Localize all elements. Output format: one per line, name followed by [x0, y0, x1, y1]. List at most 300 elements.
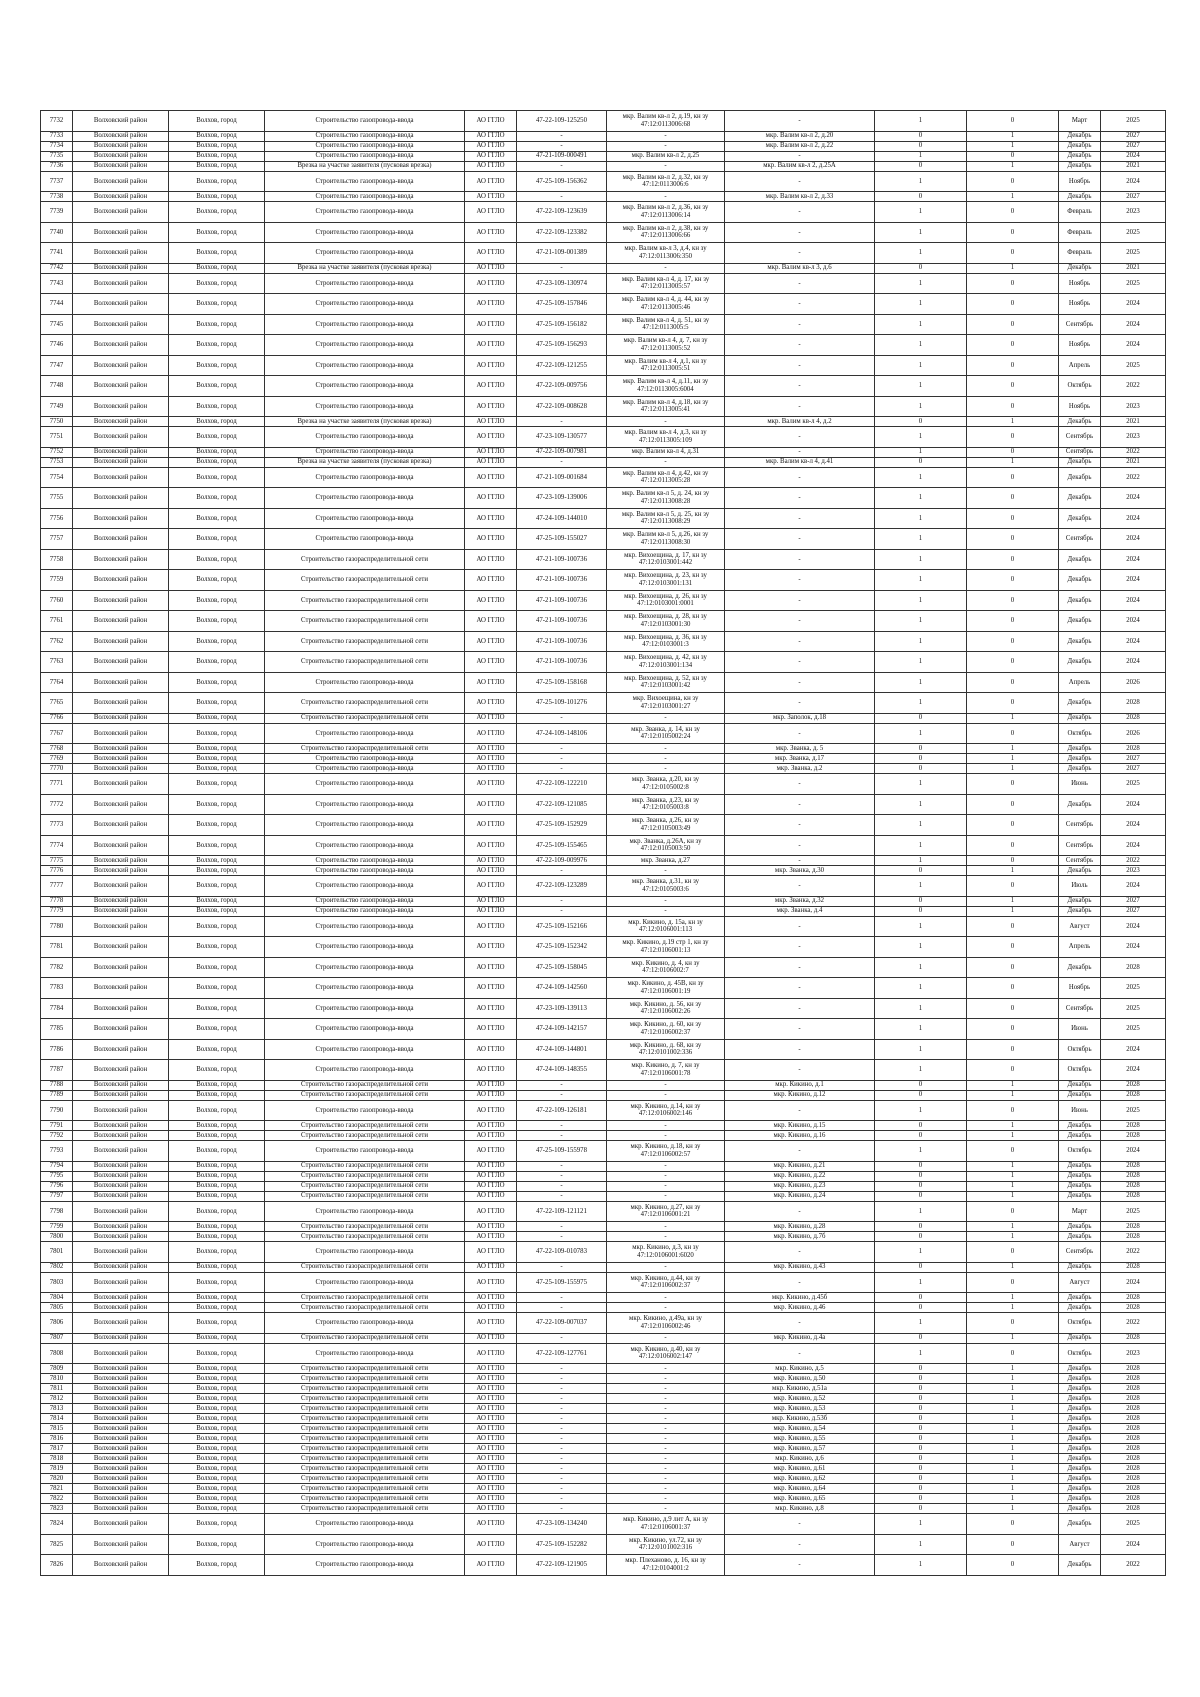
month-cell: Декабрь — [1059, 1161, 1101, 1171]
table-row — [41, 1384, 1166, 1394]
address-alt-cell: мкр. Кикино, д.51а — [725, 1384, 875, 1394]
flag-a-cell: 1 — [875, 171, 967, 192]
district-cell: Волховский район — [73, 529, 169, 550]
flag-b-cell: 1 — [967, 713, 1059, 723]
district-cell: Волховский район — [73, 457, 169, 467]
locality-cell: Волхов, город — [169, 1454, 265, 1464]
year-cell: 2025 — [1101, 111, 1166, 132]
flag-b-cell: 0 — [967, 815, 1059, 836]
table-row — [41, 1313, 1166, 1334]
address-cell: - — [607, 1384, 725, 1394]
locality-cell: Волхов, город — [169, 1272, 265, 1293]
table-row — [41, 916, 1166, 937]
address-cell: мкр. Кикино, д.14, кн зу 47:12:0106002:146 — [607, 1100, 725, 1121]
work-type-cell: Строительство газораспределительной сети — [265, 713, 465, 723]
year-cell: 2025 — [1101, 222, 1166, 243]
locality-cell: Волхов, город — [169, 1141, 265, 1162]
application-id-cell: 47-22-109-123382 — [517, 222, 607, 243]
row-number-cell: 7739 — [41, 202, 73, 223]
work-type-cell: Строительство газопровода-ввода — [265, 916, 465, 937]
address-alt-cell: - — [725, 774, 875, 795]
table-row — [41, 396, 1166, 417]
month-cell: Декабрь — [1059, 590, 1101, 611]
flag-b-cell: 1 — [967, 1374, 1059, 1384]
year-cell: 2021 — [1101, 161, 1166, 171]
org-cell: АО ГГЛО — [465, 1333, 517, 1343]
year-cell: 2023 — [1101, 427, 1166, 448]
work-type-cell: Строительство газопровода-ввода — [265, 355, 465, 376]
org-cell: АО ГГЛО — [465, 1222, 517, 1232]
flag-b-cell: 1 — [967, 1171, 1059, 1181]
flag-b-cell: 1 — [967, 1181, 1059, 1191]
district-cell: Волховский район — [73, 1303, 169, 1313]
org-cell: АО ГГЛО — [465, 1374, 517, 1384]
year-cell: 2025 — [1101, 1100, 1166, 1121]
district-cell: Волховский район — [73, 314, 169, 335]
address-alt-cell: мкр. Званка, д.32 — [725, 896, 875, 906]
flag-a-cell: 0 — [875, 1232, 967, 1242]
address-alt-cell: - — [725, 314, 875, 335]
locality-cell: Волхов, город — [169, 1364, 265, 1374]
row-number-cell: 7734 — [41, 141, 73, 151]
work-type-cell: Строительство газораспределительной сети — [265, 1364, 465, 1374]
row-number-cell: 7781 — [41, 937, 73, 958]
flag-a-cell: 1 — [875, 294, 967, 315]
work-type-cell: Строительство газопровода-ввода — [265, 998, 465, 1019]
application-id-cell: - — [517, 1394, 607, 1404]
table-row — [41, 1464, 1166, 1474]
district-cell: Волховский район — [73, 631, 169, 652]
row-number-cell: 7801 — [41, 1242, 73, 1263]
work-type-cell: Строительство газораспределительной сети — [265, 570, 465, 591]
locality-cell: Волхов, город — [169, 417, 265, 427]
org-cell: АО ГГЛО — [465, 1060, 517, 1081]
district-cell: Волховский район — [73, 957, 169, 978]
address-cell: - — [607, 457, 725, 467]
district-cell: Волховский район — [73, 294, 169, 315]
year-cell: 2023 — [1101, 1343, 1166, 1364]
org-cell: АО ГГЛО — [465, 294, 517, 315]
month-cell: Декабрь — [1059, 1414, 1101, 1424]
flag-a-cell: 0 — [875, 1484, 967, 1494]
application-id-cell: 47-24-109-144801 — [517, 1039, 607, 1060]
address-cell: - — [607, 1404, 725, 1414]
year-cell: 2028 — [1101, 1333, 1166, 1343]
locality-cell: Волхов, город — [169, 1191, 265, 1201]
flag-b-cell: 1 — [967, 263, 1059, 273]
month-cell: Ноябрь — [1059, 294, 1101, 315]
district-cell: Волховский район — [73, 754, 169, 764]
flag-b-cell: 0 — [967, 151, 1059, 161]
flag-b-cell: 0 — [967, 937, 1059, 958]
address-cell: - — [607, 1293, 725, 1303]
row-number-cell: 7780 — [41, 916, 73, 937]
address-alt-cell: мкр. Валим кв-л 4, д.41 — [725, 457, 875, 467]
address-alt-cell: - — [725, 111, 875, 132]
locality-cell: Волхов, город — [169, 263, 265, 273]
year-cell: 2027 — [1101, 764, 1166, 774]
flag-a-cell: 0 — [875, 161, 967, 171]
district-cell: Волховский район — [73, 570, 169, 591]
district-cell: Волховский район — [73, 1444, 169, 1454]
address-alt-cell: мкр. Кикино, д.5 — [725, 1364, 875, 1374]
flag-a-cell: 0 — [875, 1394, 967, 1404]
district-cell: Волховский район — [73, 202, 169, 223]
work-type-cell: Строительство газопровода-ввода — [265, 906, 465, 916]
row-number-cell: 7818 — [41, 1454, 73, 1464]
address-alt-cell: мкр. Кикино, д.12 — [725, 1090, 875, 1100]
flag-a-cell: 0 — [875, 192, 967, 202]
row-number-cell: 7789 — [41, 1090, 73, 1100]
month-cell: Декабрь — [1059, 754, 1101, 764]
month-cell: Август — [1059, 1272, 1101, 1293]
application-id-cell: 47-21-109-100736 — [517, 631, 607, 652]
work-type-cell: Строительство газопровода-ввода — [265, 131, 465, 141]
address-cell: - — [607, 906, 725, 916]
address-cell: - — [607, 1504, 725, 1514]
year-cell: 2025 — [1101, 998, 1166, 1019]
org-cell: АО ГГЛО — [465, 447, 517, 457]
address-alt-cell: - — [725, 1201, 875, 1222]
row-number-cell: 7790 — [41, 1100, 73, 1121]
row-number-cell: 7773 — [41, 815, 73, 836]
district-cell: Волховский район — [73, 774, 169, 795]
flag-a-cell: 1 — [875, 1201, 967, 1222]
row-number-cell: 7798 — [41, 1201, 73, 1222]
application-id-cell: 47-22-109-009976 — [517, 856, 607, 866]
year-cell: 2024 — [1101, 508, 1166, 529]
flag-b-cell: 0 — [967, 1242, 1059, 1263]
month-cell: Декабрь — [1059, 1293, 1101, 1303]
district-cell: Волховский район — [73, 978, 169, 999]
year-cell: 2024 — [1101, 529, 1166, 550]
locality-cell: Волхов, город — [169, 1039, 265, 1060]
address-alt-cell: мкр. Кикино, д.65 — [725, 1494, 875, 1504]
month-cell: Ноябрь — [1059, 396, 1101, 417]
work-type-cell: Строительство газопровода-ввода — [265, 876, 465, 897]
flag-b-cell: 0 — [967, 1514, 1059, 1535]
org-cell: АО ГГЛО — [465, 611, 517, 632]
org-cell: АО ГГЛО — [465, 131, 517, 141]
month-cell: Декабрь — [1059, 263, 1101, 273]
flag-a-cell: 1 — [875, 1313, 967, 1334]
address-alt-cell: мкр. Кикино, д.54 — [725, 1424, 875, 1434]
table-row — [41, 151, 1166, 161]
month-cell: Сентябрь — [1059, 856, 1101, 866]
table-row — [41, 1181, 1166, 1191]
address-cell: мкр. Кикино, д. 4, кн зу 47:12:0106002:7 — [607, 957, 725, 978]
month-cell: Декабрь — [1059, 1514, 1101, 1535]
address-cell: - — [607, 754, 725, 764]
district-cell: Волховский район — [73, 222, 169, 243]
row-number-cell: 7749 — [41, 396, 73, 417]
month-cell: Декабрь — [1059, 1171, 1101, 1181]
month-cell: Декабрь — [1059, 957, 1101, 978]
org-cell: АО ГГЛО — [465, 488, 517, 509]
year-cell: 2024 — [1101, 1272, 1166, 1293]
flag-a-cell: 0 — [875, 1444, 967, 1454]
locality-cell: Волхов, город — [169, 376, 265, 397]
year-cell: 2028 — [1101, 1293, 1166, 1303]
flag-a-cell: 1 — [875, 529, 967, 550]
locality-cell: Волхов, город — [169, 937, 265, 958]
org-cell: АО ГГЛО — [465, 1394, 517, 1404]
flag-a-cell: 1 — [875, 570, 967, 591]
flag-a-cell: 1 — [875, 1534, 967, 1555]
locality-cell: Волхов, город — [169, 457, 265, 467]
address-cell: - — [607, 1191, 725, 1201]
work-type-cell: Строительство газораспределительной сети — [265, 1191, 465, 1201]
work-type-cell: Строительство газопровода-ввода — [265, 427, 465, 448]
district-cell: Волховский район — [73, 1232, 169, 1242]
locality-cell: Волхов, город — [169, 1374, 265, 1384]
work-type-cell: Строительство газораспределительной сети — [265, 631, 465, 652]
org-cell: АО ГГЛО — [465, 1272, 517, 1293]
application-id-cell: 47-25-109-155978 — [517, 1141, 607, 1162]
work-type-cell: Врезка на участке заявителя (пусковая врезка) — [265, 417, 465, 427]
flag-b-cell: 0 — [967, 294, 1059, 315]
year-cell: 2028 — [1101, 1464, 1166, 1474]
district-cell: Волховский район — [73, 396, 169, 417]
work-type-cell: Строительство газопровода-ввода — [265, 1100, 465, 1121]
work-type-cell: Строительство газопровода-ввода — [265, 508, 465, 529]
address-alt-cell: мкр. Кикино, д.64 — [725, 1484, 875, 1494]
year-cell: 2028 — [1101, 1494, 1166, 1504]
row-number-cell: 7823 — [41, 1504, 73, 1514]
locality-cell: Волхов, город — [169, 856, 265, 866]
application-id-cell: - — [517, 1484, 607, 1494]
flag-a-cell: 0 — [875, 1414, 967, 1424]
address-cell: мкр. Кикино, д. 15а, кн зу 47:12:0106001:113 — [607, 916, 725, 937]
month-cell: Декабрь — [1059, 896, 1101, 906]
locality-cell: Волхов, город — [169, 1444, 265, 1454]
locality-cell: Волхов, город — [169, 876, 265, 897]
year-cell: 2022 — [1101, 1313, 1166, 1334]
address-alt-cell: мкр. Валим кв-л 4, д.2 — [725, 417, 875, 427]
work-type-cell: Строительство газопровода-ввода — [265, 111, 465, 132]
work-type-cell: Строительство газораспределительной сети — [265, 1232, 465, 1242]
district-cell: Волховский район — [73, 1333, 169, 1343]
work-type-cell: Строительство газопровода-ввода — [265, 376, 465, 397]
address-alt-cell: мкр. Кикино, д.53 — [725, 1404, 875, 1414]
year-cell: 2028 — [1101, 1414, 1166, 1424]
district-cell: Волховский район — [73, 1090, 169, 1100]
application-id-cell: 47-22-109-007981 — [517, 447, 607, 457]
org-cell: АО ГГЛО — [465, 764, 517, 774]
row-number-cell: 7754 — [41, 467, 73, 488]
org-cell: АО ГГЛО — [465, 1384, 517, 1394]
year-cell: 2023 — [1101, 396, 1166, 417]
flag-a-cell: 0 — [875, 457, 967, 467]
locality-cell: Волхов, город — [169, 1464, 265, 1474]
org-cell: АО ГГЛО — [465, 713, 517, 723]
flag-b-cell: 1 — [967, 1232, 1059, 1242]
row-number-cell: 7785 — [41, 1019, 73, 1040]
application-id-cell: 47-21-109-100736 — [517, 549, 607, 570]
locality-cell: Волхов, город — [169, 1262, 265, 1272]
locality-cell: Волхов, город — [169, 1121, 265, 1131]
address-cell: - — [607, 896, 725, 906]
flag-b-cell: 0 — [967, 376, 1059, 397]
district-cell: Волховский район — [73, 355, 169, 376]
row-number-cell: 7770 — [41, 764, 73, 774]
address-alt-cell: - — [725, 631, 875, 652]
locality-cell: Волхов, город — [169, 998, 265, 1019]
flag-a-cell: 1 — [875, 1272, 967, 1293]
address-alt-cell: - — [725, 447, 875, 457]
flag-b-cell: 1 — [967, 1131, 1059, 1141]
flag-a-cell: 1 — [875, 1555, 967, 1576]
org-cell: АО ГГЛО — [465, 1131, 517, 1141]
flag-a-cell: 1 — [875, 611, 967, 632]
address-cell: - — [607, 1262, 725, 1272]
org-cell: АО ГГЛО — [465, 1404, 517, 1414]
flag-a-cell: 1 — [875, 243, 967, 264]
address-cell: мкр. Валим кв-л 2, д.25 — [607, 151, 725, 161]
org-cell: АО ГГЛО — [465, 1534, 517, 1555]
flag-b-cell: 1 — [967, 744, 1059, 754]
application-id-cell: - — [517, 1293, 607, 1303]
work-type-cell: Строительство газопровода-ввода — [265, 856, 465, 866]
month-cell: Сентябрь — [1059, 998, 1101, 1019]
address-alt-cell: - — [725, 611, 875, 632]
locality-cell: Волхов, город — [169, 151, 265, 161]
district-cell: Волховский район — [73, 1131, 169, 1141]
org-cell: АО ГГЛО — [465, 744, 517, 754]
table-row — [41, 1262, 1166, 1272]
row-number-cell: 7748 — [41, 376, 73, 397]
application-id-cell: - — [517, 1080, 607, 1090]
month-cell: Декабрь — [1059, 631, 1101, 652]
org-cell: АО ГГЛО — [465, 457, 517, 467]
table-row — [41, 693, 1166, 714]
month-cell: Декабрь — [1059, 1454, 1101, 1464]
locality-cell: Волхов, город — [169, 957, 265, 978]
flag-b-cell: 0 — [967, 427, 1059, 448]
flag-b-cell: 0 — [967, 396, 1059, 417]
row-number-cell: 7761 — [41, 611, 73, 632]
flag-a-cell: 1 — [875, 631, 967, 652]
flag-b-cell: 1 — [967, 896, 1059, 906]
district-cell: Волховский район — [73, 1293, 169, 1303]
address-cell: мкр. Кикино, д. 68, кн зу 47:12:0101002:336 — [607, 1039, 725, 1060]
flag-a-cell: 1 — [875, 856, 967, 866]
flag-b-cell: 0 — [967, 876, 1059, 897]
month-cell: Декабрь — [1059, 1222, 1101, 1232]
application-id-cell: - — [517, 896, 607, 906]
work-type-cell: Строительство газораспределительной сети — [265, 1464, 465, 1474]
address-cell: мкр. Валим кв-л 2, д.38, кн зу 47:12:0113006:66 — [607, 222, 725, 243]
table-row — [41, 774, 1166, 795]
table-row — [41, 417, 1166, 427]
row-number-cell: 7778 — [41, 896, 73, 906]
application-id-cell: - — [517, 1262, 607, 1272]
address-alt-cell: мкр. Кикино, д.4а — [725, 1333, 875, 1343]
district-cell: Волховский район — [73, 744, 169, 754]
month-cell: Декабрь — [1059, 794, 1101, 815]
month-cell: Декабрь — [1059, 1121, 1101, 1131]
address-alt-cell: - — [725, 856, 875, 866]
application-id-cell: 47-22-109-127761 — [517, 1343, 607, 1364]
application-id-cell: 47-22-109-123289 — [517, 876, 607, 897]
flag-b-cell: 1 — [967, 457, 1059, 467]
district-cell: Волховский район — [73, 866, 169, 876]
org-cell: АО ГГЛО — [465, 1424, 517, 1434]
address-cell: мкр. Валим кв-л 4, д.11, кн зу 47:12:0113005:6004 — [607, 376, 725, 397]
work-type-cell: Строительство газопровода-ввода — [265, 447, 465, 457]
work-type-cell: Строительство газопровода-ввода — [265, 957, 465, 978]
org-cell: АО ГГЛО — [465, 815, 517, 836]
address-cell: - — [607, 1222, 725, 1232]
address-alt-cell: - — [725, 570, 875, 591]
address-alt-cell: мкр. Кикино, д.46 — [725, 1303, 875, 1313]
org-cell: АО ГГЛО — [465, 693, 517, 714]
flag-b-cell: 1 — [967, 1414, 1059, 1424]
table-row — [41, 1242, 1166, 1263]
district-cell: Волховский район — [73, 131, 169, 141]
flag-a-cell: 1 — [875, 335, 967, 356]
address-alt-cell: - — [725, 1272, 875, 1293]
work-type-cell: Строительство газопровода-ввода — [265, 1555, 465, 1576]
year-cell: 2028 — [1101, 957, 1166, 978]
table-row — [41, 111, 1166, 132]
month-cell: Февраль — [1059, 243, 1101, 264]
org-cell: АО ГГЛО — [465, 1364, 517, 1374]
month-cell: Декабрь — [1059, 508, 1101, 529]
year-cell: 2025 — [1101, 774, 1166, 795]
year-cell: 2028 — [1101, 1161, 1166, 1171]
table-row — [41, 1080, 1166, 1090]
locality-cell: Волхов, город — [169, 916, 265, 937]
address-cell: мкр. Кикино, д.9 лит А, кн зу 47:12:0106001:37 — [607, 1514, 725, 1535]
district-cell: Волховский район — [73, 1514, 169, 1535]
row-number-cell: 7751 — [41, 427, 73, 448]
year-cell: 2028 — [1101, 1484, 1166, 1494]
table-row — [41, 1404, 1166, 1414]
row-number-cell: 7757 — [41, 529, 73, 550]
address-cell: мкр. Валим кв-л 4, д. 17, кн зу 47:12:0113005:57 — [607, 273, 725, 294]
flag-b-cell: 1 — [967, 1333, 1059, 1343]
month-cell: Декабрь — [1059, 1262, 1101, 1272]
table-row — [41, 457, 1166, 467]
flag-a-cell: 0 — [875, 1121, 967, 1131]
org-cell: АО ГГЛО — [465, 998, 517, 1019]
table-row — [41, 1161, 1166, 1171]
year-cell: 2023 — [1101, 202, 1166, 223]
district-cell: Волховский район — [73, 652, 169, 673]
org-cell: АО ГГЛО — [465, 335, 517, 356]
org-cell: АО ГГЛО — [465, 1090, 517, 1100]
address-cell: мкр. Валим кв-л 5, д. 24, кн зу 47:12:0113008:28 — [607, 488, 725, 509]
row-number-cell: 7804 — [41, 1293, 73, 1303]
org-cell: АО ГГЛО — [465, 1171, 517, 1181]
year-cell: 2024 — [1101, 1141, 1166, 1162]
work-type-cell: Строительство газопровода-ввода — [265, 794, 465, 815]
table-row — [41, 171, 1166, 192]
table-row — [41, 335, 1166, 356]
work-type-cell: Строительство газораспределительной сети — [265, 1384, 465, 1394]
flag-a-cell: 0 — [875, 1404, 967, 1414]
work-type-cell: Строительство газораспределительной сети — [265, 1444, 465, 1454]
address-cell: мкр. Валим кв-л 4, д.18, кн зу 47:12:0113005:41 — [607, 396, 725, 417]
work-type-cell: Строительство газопровода-ввода — [265, 866, 465, 876]
application-id-cell: - — [517, 744, 607, 754]
table-row — [41, 1333, 1166, 1343]
address-alt-cell: - — [725, 937, 875, 958]
org-cell: АО ГГЛО — [465, 161, 517, 171]
row-number-cell: 7802 — [41, 1262, 73, 1272]
district-cell: Волховский район — [73, 488, 169, 509]
